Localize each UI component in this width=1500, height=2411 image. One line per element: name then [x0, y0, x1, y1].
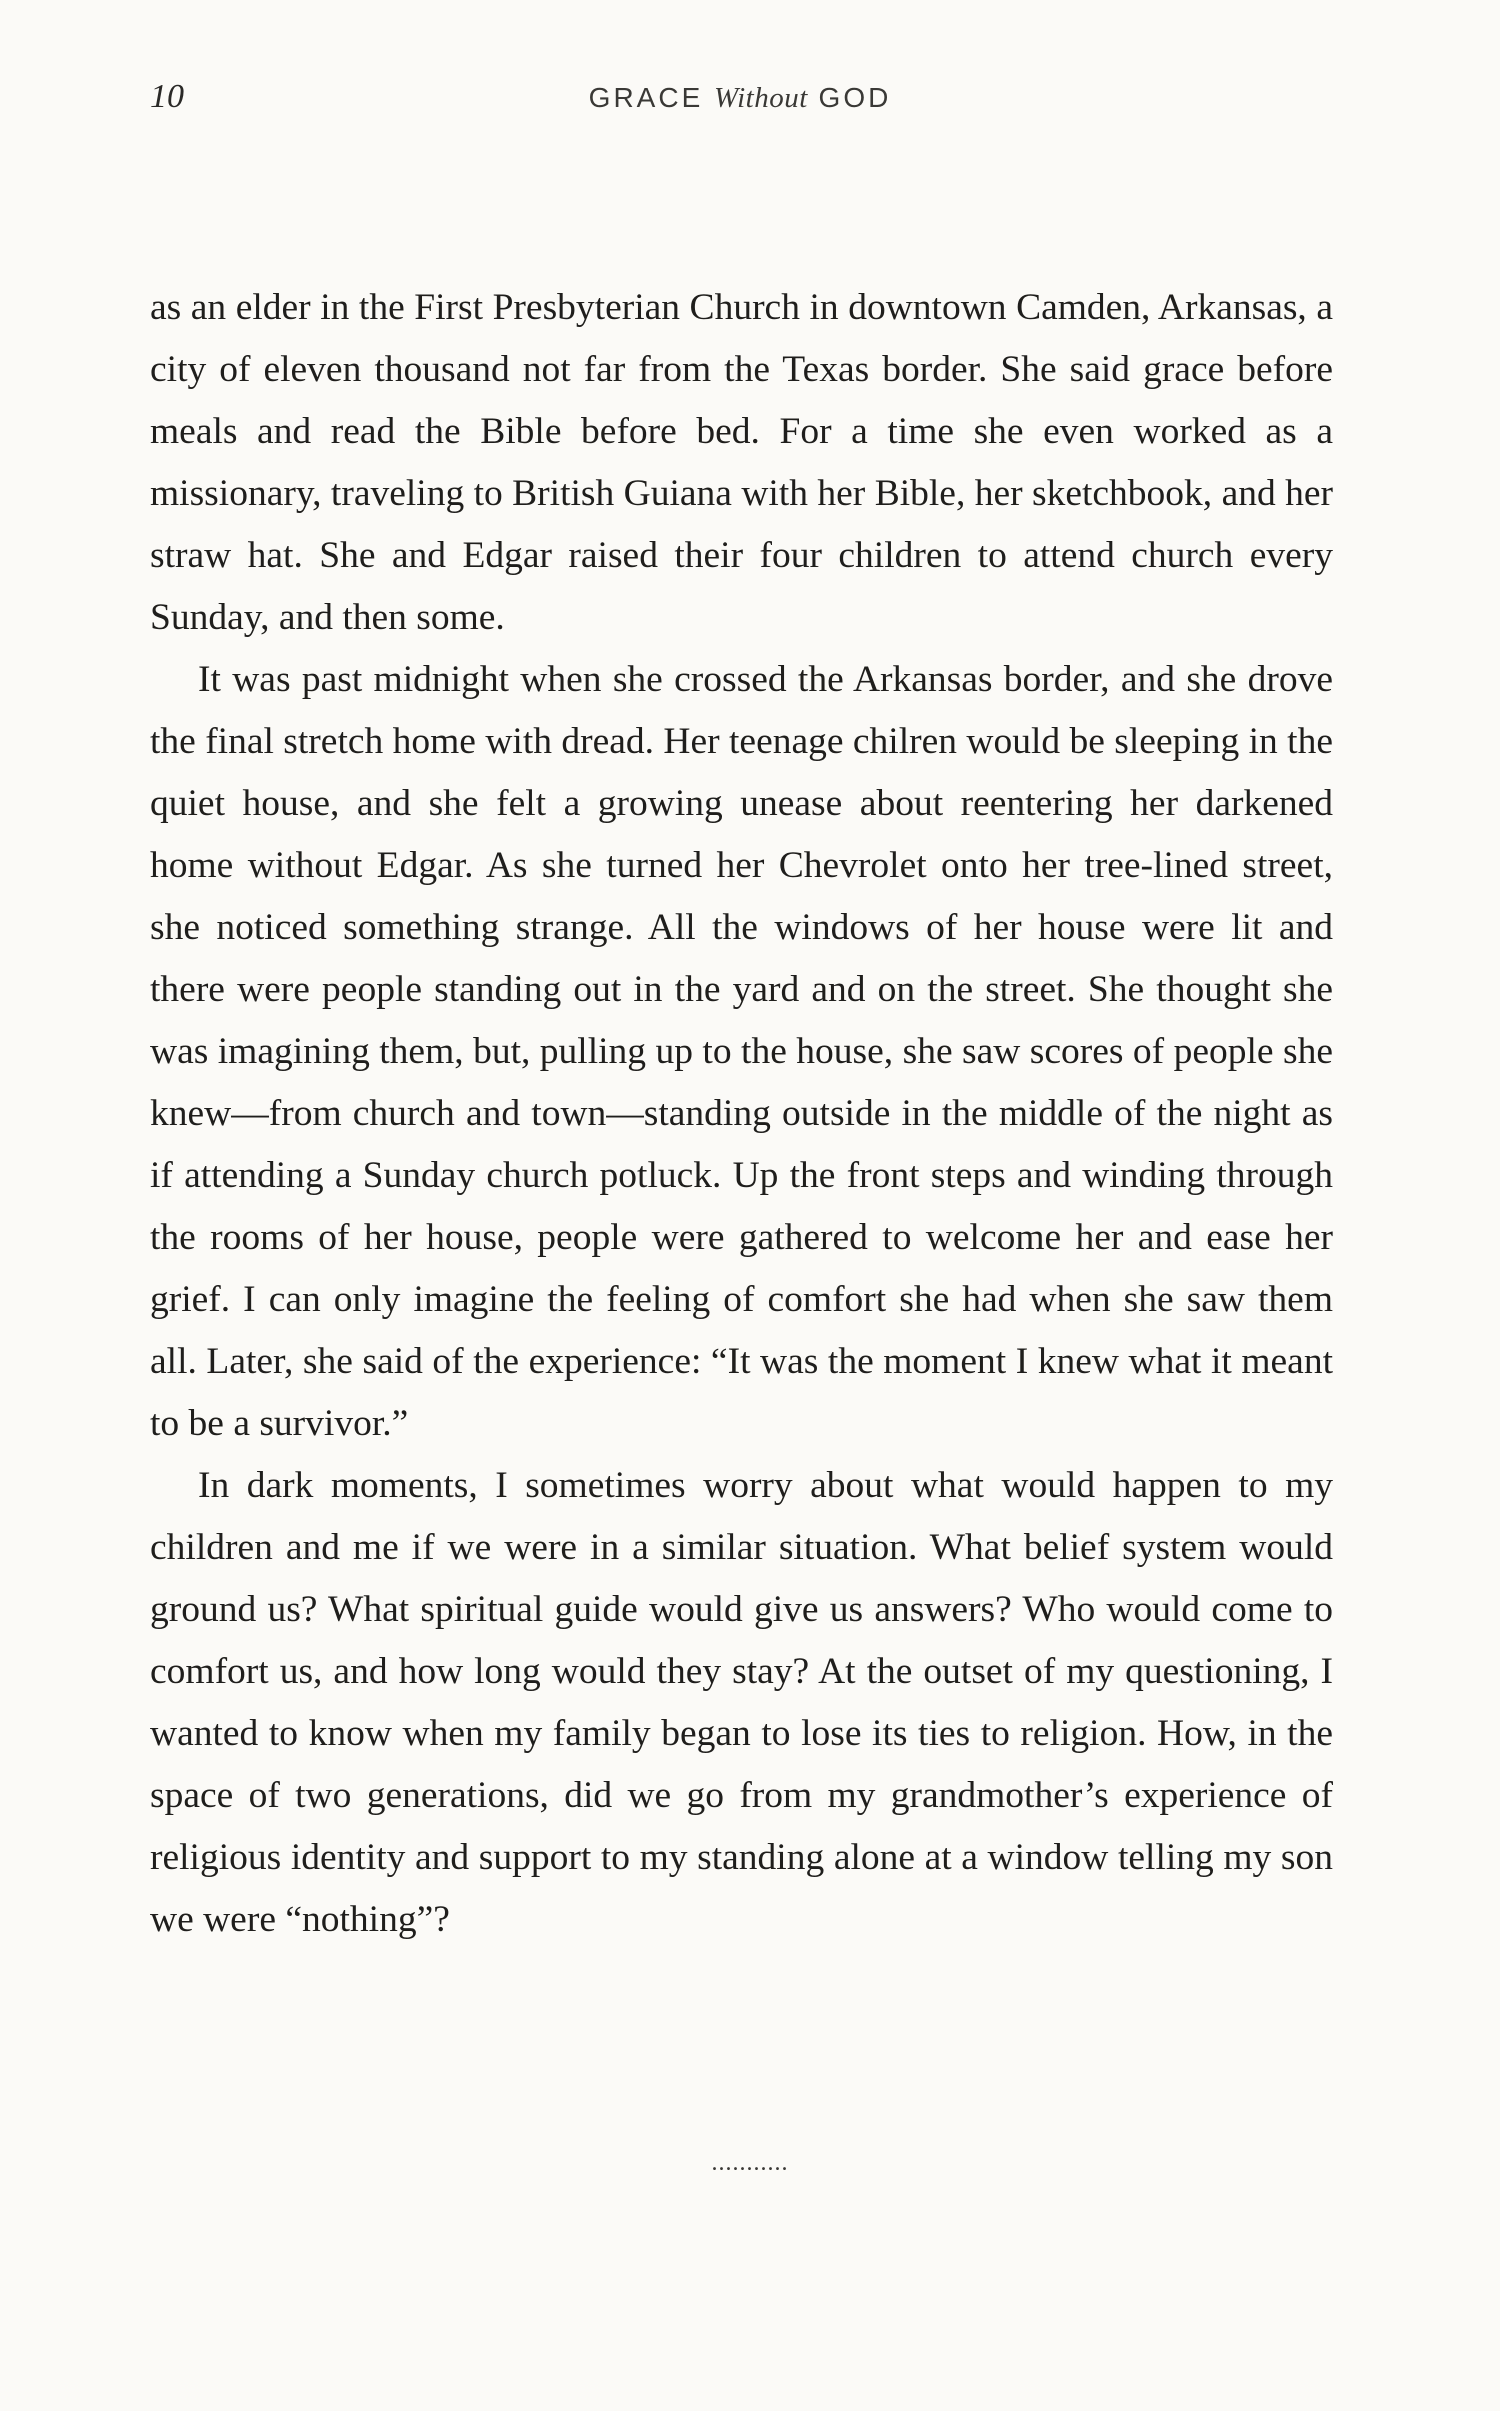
running-head	[0, 78, 1500, 128]
book-title-italic: Without	[714, 82, 808, 114]
section-break: ...........	[711, 2150, 789, 2176]
paragraph-2: It was past midnight when she crossed the Arkansas border, and she drove the final stretch home with dread. Her teenage chilren would be sleeping in the quiet house, and she felt a growing unease about reentering her darkened home without Edgar. As she turned her Chevrolet onto her tree-lined street, she noticed something strange. All the windows of her house were lit and there were people standing out in the yard and on the street. She thought she was imagining them, but, pulling up to the house, she saw scores of people she knew—from church and town—standing outside in the middle of the night as if attending a Sunday church potluck. Up the front steps and winding through the rooms of her house, people were gathered to welcome her and ease her grief. I can only imagine the feeling of comfort she had when she saw them all. Later, she said of the experience: “It was the moment I knew what it meant to be a survivor.”	[150, 659, 1333, 1444]
book-title	[570, 82, 910, 115]
body-text	[150, 277, 1333, 1951]
paragraph-3: In dark moments, I sometimes worry about what would happen to my children and me if we were in a similar situation. What belief system would ground us? What spiritual guide would give us answers? Who would come to comfort us, and how long would they stay? At the outset of my questioning, I wanted to know when my family began to lose its ties to religion. How, in the space of two generations, did we go from my grandmother’s experience of religious identity and support to my standing alone at a window telling my son we were “nothing”?	[150, 1465, 1333, 1940]
book-title-part1: GRACE	[588, 82, 715, 113]
paragraph-1: as an elder in the First Presbyterian Church in downtown Camden, Arkansas, a city of eleven thousand not far from the Texas border. She said grace before meals and read the Bible before bed. For a time she even worked as a missionary, traveling to British Guiana with her Bible, her sketchbook, and her straw hat. She and Edgar raised their four children to attend church every Sunday, and then some.	[150, 287, 1333, 638]
book-title-part2: GOD	[807, 82, 892, 113]
page-number: 10	[150, 78, 184, 115]
